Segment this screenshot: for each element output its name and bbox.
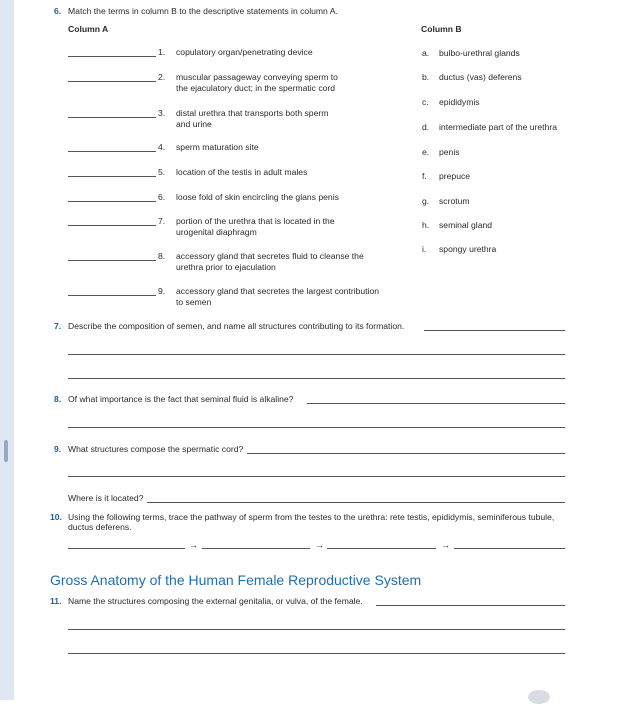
q8-answer-line[interactable] (307, 403, 565, 404)
match-answer-blank[interactable] (68, 295, 156, 296)
statement-text: accessory gland that secretes fluid to cleanse the (176, 251, 364, 261)
arrow-icon: → (441, 540, 450, 550)
q10-pathway-blank[interactable] (68, 548, 185, 549)
q11-number: 11. (50, 596, 62, 606)
statement-text: urethra prior to ejaculation (176, 262, 276, 272)
statement-number: 9. (158, 286, 166, 296)
q9-answer-line[interactable] (247, 453, 565, 454)
q8-answer-line[interactable] (68, 427, 565, 428)
q10-pathway-blank[interactable] (454, 548, 565, 549)
statement-text: urogenital diaphragm (176, 227, 257, 237)
q8-prompt: Of what importance is the fact that seminal fluid is alkaline? (68, 394, 294, 404)
q7-answer-line[interactable] (424, 330, 565, 331)
term-letter: b. (422, 72, 430, 82)
statement-text: to semen (176, 297, 212, 307)
statement-text: sperm maturation site (176, 142, 259, 152)
statement-number: 5. (158, 167, 166, 177)
term-letter: f. (422, 171, 427, 181)
term-text: spongy urethra (439, 244, 497, 254)
term-letter: h. (422, 220, 430, 230)
q11-prompt: Name the structures composing the external genitalia, or vulva, of the female. (68, 596, 363, 606)
term-letter: g. (422, 196, 430, 206)
q9-location-line[interactable] (147, 502, 565, 503)
column-a-header: Column A (68, 24, 109, 34)
q10-pathway-blank[interactable] (327, 548, 436, 549)
term-text: epididymis (439, 97, 480, 107)
q10-number: 10. (50, 512, 62, 522)
statement-number: 7. (158, 216, 166, 226)
scroll-marker (4, 440, 8, 462)
section-heading: Gross Anatomy of the Human Female Reproductive System (50, 572, 422, 588)
statement-text: the ejaculatory duct; in the spermatic cord (176, 83, 336, 93)
statement-text: and urine (176, 119, 212, 129)
q9-number: 9. (54, 444, 62, 454)
term-letter: c. (422, 97, 429, 107)
q7-prompt: Describe the composition of semen, and name all structures contributing to its formation. (68, 321, 405, 331)
q9-prompt: What structures compose the spermatic cord? (68, 444, 244, 454)
term-text: penis (439, 147, 460, 157)
q9-sub-prompt: Where is it located? (68, 493, 144, 503)
term-text: bulbo-urethral glands (439, 48, 520, 58)
q8-number: 8. (54, 394, 62, 404)
q7-answer-line[interactable] (68, 378, 565, 379)
term-text: seminal gland (439, 220, 493, 230)
statement-text: loose fold of skin encircling the glans penis (176, 192, 339, 202)
match-answer-blank[interactable] (68, 151, 156, 152)
statement-text: distal urethra that transports both sperm (176, 108, 329, 118)
statement-text: copulatory organ/penetrating device (176, 47, 313, 57)
statement-text: muscular passageway conveying sperm to (176, 72, 338, 82)
statement-number: 1. (158, 47, 166, 57)
q10-prompt-line2: ductus deferens. (68, 522, 132, 532)
match-answer-blank[interactable] (68, 201, 156, 202)
term-letter: d. (422, 122, 430, 132)
statement-number: 8. (158, 251, 166, 261)
match-answer-blank[interactable] (68, 176, 156, 177)
match-answer-blank[interactable] (68, 56, 156, 57)
q11-answer-line[interactable] (376, 605, 565, 606)
statement-number: 2. (158, 72, 166, 82)
term-text: scrotum (439, 196, 470, 206)
term-text: intermediate part of the urethra (439, 122, 557, 132)
q6-number: 6. (54, 6, 62, 16)
match-answer-blank[interactable] (68, 81, 156, 82)
term-letter: i. (422, 244, 427, 254)
page-corner-shape (528, 690, 550, 704)
statement-number: 4. (158, 142, 166, 152)
arrow-icon: → (315, 540, 324, 550)
match-answer-blank[interactable] (68, 117, 156, 118)
statement-text: location of the testis in adult males (176, 167, 308, 177)
statement-number: 3. (158, 108, 166, 118)
q7-number: 7. (54, 321, 62, 331)
match-answer-blank[interactable] (68, 225, 156, 226)
q11-answer-line[interactable] (68, 653, 565, 654)
match-answer-blank[interactable] (68, 260, 156, 261)
term-text: ductus (vas) deferens (439, 72, 522, 82)
q10-pathway-blank[interactable] (202, 548, 310, 549)
statement-text: portion of the urethra that is located in the (176, 216, 335, 226)
term-letter: e. (422, 147, 430, 157)
q7-answer-line[interactable] (68, 354, 565, 355)
term-text: prepuce (439, 171, 471, 181)
left-margin-strip (0, 0, 14, 700)
q9-answer-line[interactable] (68, 476, 565, 477)
q6-prompt: Match the terms in column B to the descriptive statements in column A. (68, 6, 338, 16)
q10-prompt-line1: Using the following terms, trace the pathway of sperm from the testes to the urethra: rete testis, epididymis, seminiferous tubule, (68, 512, 555, 522)
statement-text: accessory gland that secretes the largest contribution (176, 286, 380, 296)
arrow-icon: → (189, 540, 198, 550)
q11-answer-line[interactable] (68, 629, 565, 630)
statement-number: 6. (158, 192, 166, 202)
column-b-header: Column B (421, 24, 462, 34)
term-letter: a. (422, 48, 430, 58)
